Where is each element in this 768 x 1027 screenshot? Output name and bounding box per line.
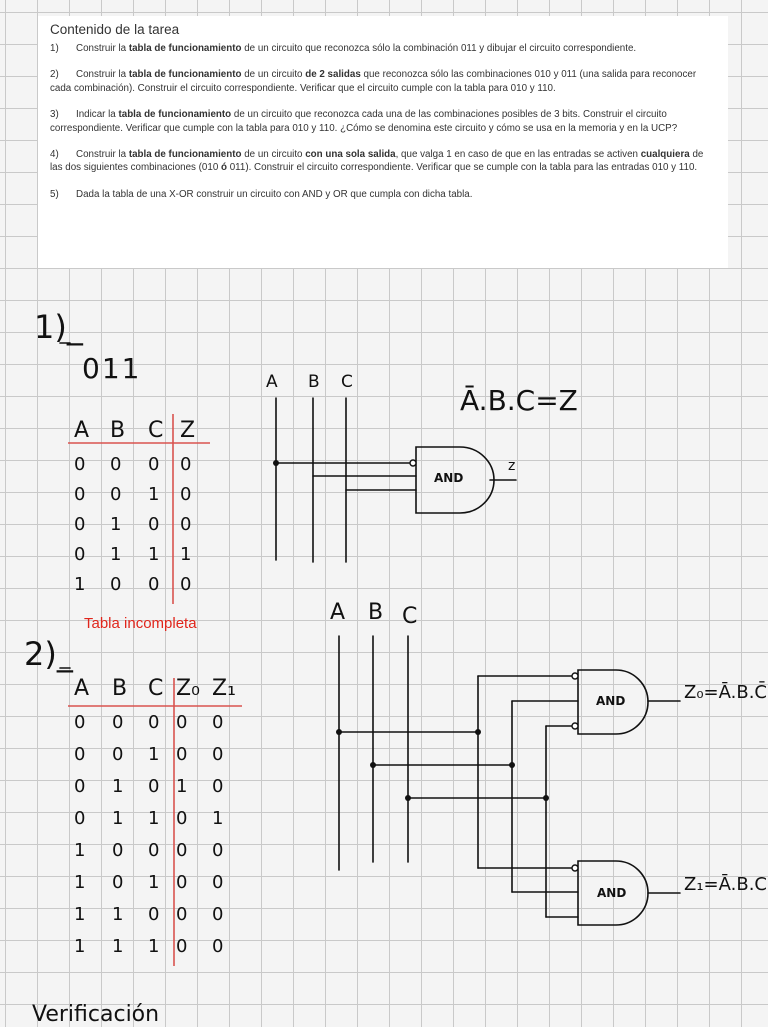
table-cell: 0 [148,712,160,733]
section-1-combination: 011 [82,352,142,385]
table-cell: 0 [176,712,188,733]
section-2-label: 2)_ [24,635,73,673]
table-cell: 0 [176,840,188,861]
s1-gate-label: AND [434,471,464,485]
task-item-text: Construir la [76,149,129,161]
table-cell: 1 [180,544,192,565]
table-cell: 1 [112,936,124,957]
task-item-text: Dada la tabla de una X-OR construir un circuito con AND y OR que cumpla con dicha tabla. [76,188,473,200]
table-cell: 1 [176,776,188,797]
table-cell: 0 [212,776,224,797]
s2-input-b: B [368,600,384,625]
table-cell: 0 [110,484,122,505]
table-cell: 0 [176,744,188,765]
table-cell: 0 [176,904,188,925]
task-item-number: 3) [50,109,59,121]
task-item-text: de un circuito que reconozca cada una de las combinaciones posibles de 3 bits. Construir el circuito correspondiente. Verificar que cumple con la tabla para 010 y 110. ¿Cómo se denomina este circuito y cómo se usa en la memoria y en la UCP? [50,109,678,134]
task-item-text: Indicar la [76,109,119,121]
table-cell: 0 [180,484,192,505]
task-item-text: que reconozca sólo las combinaciones 010 y 011 (una salida para reconocer cada combinación). Construir el circuito correspondiente. Verificar que el circuito cumple con la tabla para 010 y 110. [50,69,697,94]
table-cell: 0 [212,904,224,925]
task-item-text: de 2 salidas [305,69,361,81]
table-header-cell: B [110,418,126,443]
table-cell: 0 [148,904,160,925]
s1-expression: Ā.B.C=Z [460,384,578,417]
task-item-text: tabla de funcionamiento [128,149,242,161]
table-cell: 1 [148,872,160,893]
table-header-cell: A [74,676,90,701]
table-cell: 0 [212,840,224,861]
table-cell: 0 [74,514,86,535]
table-cell: 1 [74,574,86,595]
s2-gate-1-label: AND [596,694,626,708]
table-cell: 0 [180,454,192,475]
table-cell: 1 [212,808,224,829]
table-cell: 0 [110,574,122,595]
s1-input-b: B [308,372,320,392]
table-cell: 0 [212,936,224,957]
task-item-text: con una sola salida [305,149,396,161]
table-cell: 0 [112,872,124,893]
task-item-number: 2) [50,69,59,81]
table-cell: 1 [148,744,160,765]
task-item-number: 1) [50,43,59,54]
table-header-cell: C [148,676,164,701]
s2-input-a: A [330,600,346,625]
table-cell: 1 [112,808,124,829]
table-cell: 0 [112,840,124,861]
table-header-cell: Z₁ [212,676,236,701]
table-header-cell: Z₀ [176,676,200,701]
task-item-text: tabla de funcionamiento [128,69,242,81]
table-cell: 1 [148,544,160,565]
table-cell: 0 [212,712,224,733]
task-item-text: Construir la [76,69,129,81]
table-cell: 0 [176,936,188,957]
table-cell: 1 [74,936,86,957]
s2-output-z1: Z₁=Ā.B.C [684,874,767,895]
table-header-cell: C [148,418,164,443]
table-cell: 1 [148,936,160,957]
table-cell: 0 [212,872,224,893]
table-cell: 0 [74,808,86,829]
task-item-text: tabla de funcionamiento [118,109,232,121]
table-cell: 0 [148,514,160,535]
table-cell: 0 [148,574,160,595]
table-cell: 0 [176,872,188,893]
task-item-text: tabla de funcionamiento [128,43,242,54]
section-1-label: 1)_ [34,308,83,346]
s1-input-a: A [266,372,278,392]
table-cell: 1 [112,904,124,925]
table-cell: 1 [74,904,86,925]
task-item-text: , que valga 1 en caso de que en las entradas se activen [395,149,641,161]
s1-input-c: C [341,372,353,392]
task-item-text: de un circuito [241,69,306,81]
table-cell: 0 [112,744,124,765]
task-item-text: de un circuito que reconozca sólo la combinación 011 y dibujar el circuito correspondiente. [241,43,637,54]
table-cell: 1 [148,484,160,505]
incomplete-table-note: Tabla incompleta [84,615,197,632]
table-cell: 1 [148,808,160,829]
table-cell: 0 [180,514,192,535]
task-item-number: 4) [50,149,59,161]
table-cell: 0 [148,840,160,861]
table-header-cell: B [112,676,128,701]
task-item-text: Construir la [76,43,129,54]
table-cell: 0 [148,454,160,475]
table-cell: 0 [180,574,192,595]
table-cell: 0 [212,744,224,765]
table-cell: 1 [74,840,86,861]
table-cell: 1 [74,872,86,893]
task-item-text: cualquiera [640,149,690,161]
table-cell: 0 [74,776,86,797]
table-header-cell: A [74,418,90,443]
s2-input-c: C [402,604,418,629]
table-cell: 0 [112,712,124,733]
table-cell: 0 [74,712,86,733]
task-item-text: ó [221,162,227,174]
s1-output-label: z [508,458,516,474]
table-cell: 1 [110,544,122,565]
table-cell: 0 [148,776,160,797]
s2-gate-2-label: AND [597,886,627,900]
table-cell: 0 [74,744,86,765]
table-cell: 0 [176,808,188,829]
table-cell: 0 [74,484,86,505]
task-item-text: 011). Construir el circuito correspondiente. Verificar que se cumple con la tabla para las entradas 010 y 110. [227,162,698,174]
task-item-text: de un circuito [241,149,306,161]
table-cell: 0 [110,454,122,475]
table-cell: 1 [110,514,122,535]
verification-heading: Verificación [32,1002,160,1027]
table-cell: 0 [74,454,86,475]
table-cell: 0 [74,544,86,565]
table-header-cell: Z [180,418,196,443]
s2-output-z0: Z₀=Ā.B.C̄ [684,682,767,703]
table-cell: 1 [112,776,124,797]
task-item-number: 5) [50,188,59,200]
task-title: Contenido de la tarea [50,22,180,37]
task-item-text: de las dos siguientes combinaciones (010 [50,149,704,174]
